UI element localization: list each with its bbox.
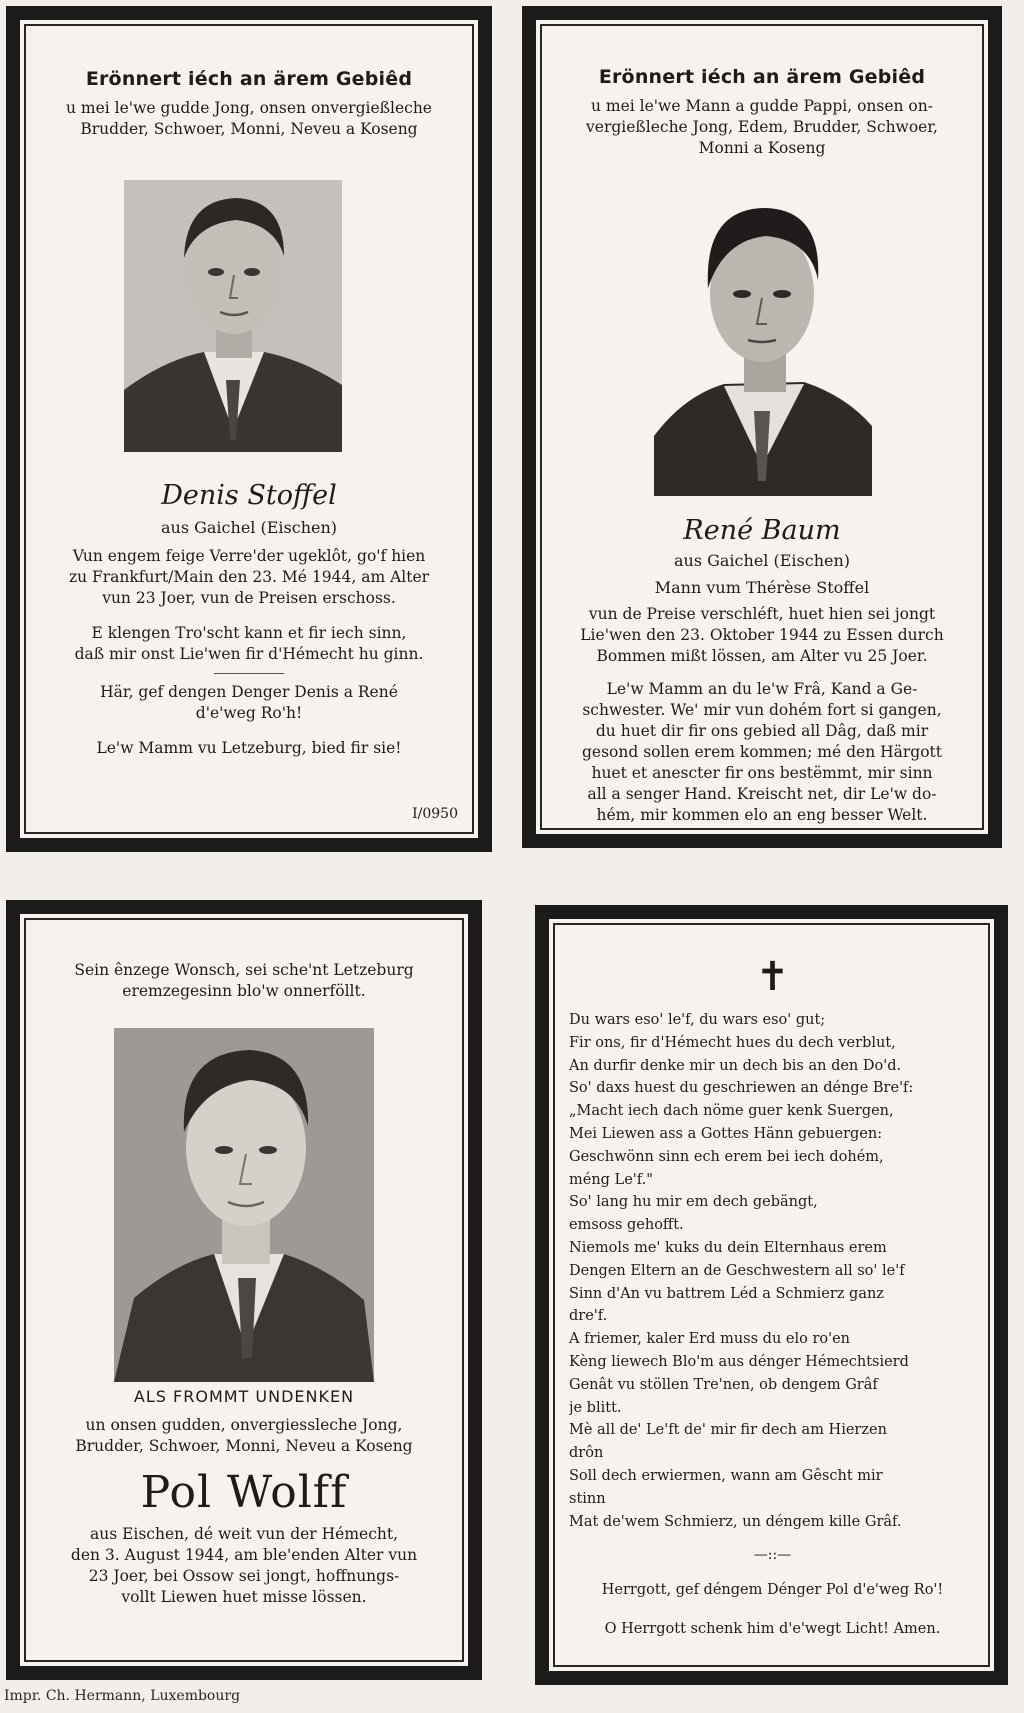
card1-para4: Le'w Mamm vu Letzeburg, bied fir sie! bbox=[96, 739, 402, 757]
card2-origin: aus Gaichel (Eischen) bbox=[673, 551, 851, 570]
closing-prayer-2: O Herrgott schenk him d'e'wegt Licht! Amen. bbox=[604, 1621, 941, 1638]
card3-intro-line-1: Sein ênzege Wonsch, sei sche'nt Letzeburg bbox=[74, 961, 414, 979]
memorial-card-poem bbox=[535, 905, 1008, 1685]
card2-intro-line-3: Monni a Koseng bbox=[698, 139, 826, 157]
card1-intro-line-2: Brudder, Schwoer, Monni, Neveu a Koseng bbox=[80, 120, 418, 138]
card2-para2-line-6: all a senger Hand. Kreischt net, dir Le'w do- bbox=[587, 785, 937, 803]
poem-line: Du wars eso' le'f, du wars eso' gut; bbox=[569, 1012, 826, 1028]
card1-divider bbox=[214, 673, 284, 674]
poem-line: Sinn d'An vu battrem Léd a Schmierz ganz bbox=[569, 1285, 884, 1302]
printer-imprint: Impr. Ch. Hermann, Luxembourg bbox=[4, 1688, 241, 1704]
poem-line: Mè all de' Le'ft de' mir fir dech am Hierzen bbox=[569, 1422, 887, 1439]
memorial-card-pol-wolff bbox=[6, 900, 482, 1680]
poem-line: Mat de'wem Schmierz, un déngem kille Grâf. bbox=[569, 1513, 902, 1530]
card2-para1-line-1: vun de Preise verschléft, huet hien sei jongt bbox=[588, 605, 936, 623]
poem-text bbox=[569, 1009, 976, 1533]
card1-para2-line-2: daß mir onst Lie'wen fir d'Hémecht hu ginn. bbox=[74, 645, 424, 663]
card3-para-line-1: aus Eischen, dé weit vun der Hémecht, bbox=[89, 1525, 399, 1543]
card3-name: Pol Wolff bbox=[140, 1467, 348, 1518]
card3-para-line-3: 23 Joer, bei Ossow sei jongt, hoffnungs- bbox=[88, 1567, 400, 1585]
poem-line: Soll dech erwiermen, wann am Gêscht mir bbox=[569, 1467, 883, 1484]
poem-line: So' daxs huest du geschriewen an dénge Bre'f: bbox=[569, 1080, 914, 1097]
card1-para2-line-1: E klengen Tro'scht kann et fir iech sinn, bbox=[91, 624, 407, 642]
card2-intro-line-1: u mei le'we Mann a gudde Pappi, onsen on- bbox=[591, 97, 933, 115]
poem-line: Geschwönn sinn ech erem bei iech dohém, bbox=[569, 1148, 884, 1165]
memorial-card-rene-baum bbox=[522, 6, 1002, 848]
card1-para3-line-2: d'e'weg Ro'h! bbox=[195, 704, 303, 722]
card2-para2-line-4: gesond sollen erem kommen; mé den Härgott bbox=[582, 743, 942, 761]
card3-intro-line-2: eremzegesinn blo'w onnerföllt. bbox=[122, 982, 366, 1000]
poem-line: je blitt. bbox=[569, 1399, 622, 1416]
card2-para2-line-5: huet et anescter fir ons bestëmmt, mir sinn bbox=[591, 764, 933, 782]
poem-line: dre'f. bbox=[569, 1308, 608, 1325]
card3-para-line-2: den 3. August 1944, am ble'enden Alter vun bbox=[70, 1546, 418, 1564]
poem-line: drôn bbox=[569, 1445, 604, 1462]
poem-line: Mei Liewen ass a Gottes Hänn gebuergen: bbox=[569, 1125, 883, 1142]
poem-line: Dengen Eltern an de Geschwestern all so' le'f bbox=[569, 1262, 905, 1279]
card2-para1-line-2: Lie'wen den 23. Oktober 1944 zu Essen durch bbox=[580, 626, 944, 644]
cross-icon: ✝ bbox=[755, 954, 790, 1000]
memorial-card-denis-stoffel bbox=[6, 6, 492, 852]
poem-divider: —::— bbox=[753, 1547, 792, 1564]
card3-para-line-4: vollt Liewen huet misse lössen. bbox=[121, 1588, 367, 1606]
poem-line: So' lang hu mir em dech gebängt, bbox=[569, 1194, 818, 1211]
poem-line: Genât vu stöllen Tre'nen, ob dengem Grâf bbox=[569, 1376, 878, 1393]
card2-para2-line-7: hém, mir kommen elo an eng besser Welt. bbox=[596, 806, 928, 824]
poem-line: stinn bbox=[569, 1490, 606, 1507]
poem-line: Fir ons, fir d'Hémecht hues du dech verblut, bbox=[569, 1034, 896, 1051]
card1-reference-number: I/0950 bbox=[412, 806, 458, 822]
card1-heading: Erönnert iéch an ärem Gebiêd bbox=[85, 68, 413, 90]
card2-para1-line-3: Bommen mißt lössen, am Alter vu 25 Joer. bbox=[596, 647, 928, 665]
card1-para1-line-3: vun 23 Joer, vun de Preisen erschoss. bbox=[102, 589, 396, 607]
card1-para1-line-2: zu Frankfurt/Main den 23. Mé 1944, am Alter bbox=[68, 568, 430, 586]
card1-intro-line-1: u mei le'we gudde Jong, onsen onvergießleche bbox=[66, 99, 432, 117]
card1-origin: aus Gaichel (Eischen) bbox=[160, 518, 338, 537]
card2-para2-line-3: du huet dir fir ons gebied all Dâg, daß mir bbox=[595, 722, 929, 740]
card2-para2-line-2: schwester. We' mir vun dohém fort si gangen, bbox=[582, 701, 942, 719]
poem-line: An durfir denke mir un dech bis an den Do'd. bbox=[569, 1057, 902, 1074]
poem-line: Niemols me' kuks du dein Elternhaus erem bbox=[569, 1239, 887, 1256]
portrait-photo-rene-baum bbox=[654, 196, 872, 496]
poem-line: méng Le'f." bbox=[569, 1171, 653, 1188]
card3-sub-line-1: un onsen gudden, onvergiessleche Jong, bbox=[85, 1416, 403, 1434]
portrait-photo-pol-wolff bbox=[114, 1028, 374, 1382]
poem-line: Kèng liewech Blo'm aus dénger Hémechtsierd bbox=[569, 1353, 909, 1370]
poem-line: A friemer, kaler Erd muss du elo ro'en bbox=[569, 1331, 851, 1348]
portrait-photo-denis-stoffel bbox=[124, 180, 342, 452]
card1-para1-line-1: Vun engem feige Verre'der ugeklôt, go'f hien bbox=[72, 547, 426, 565]
card3-label: ALS FROMMT UNDENKEN bbox=[133, 1387, 355, 1406]
card2-name: René Baum bbox=[683, 515, 841, 546]
poem-line: emsoss gehofft. bbox=[569, 1217, 684, 1234]
card3-sub-line-2: Brudder, Schwoer, Monni, Neveu a Koseng bbox=[75, 1437, 413, 1455]
card1-para3-line-1: Här, gef dengen Denger Denis a René bbox=[100, 683, 398, 701]
closing-prayer-1: Herrgott, gef déngem Dénger Pol d'e'weg Ro'! bbox=[601, 1582, 944, 1599]
card2-para2-line-1: Le'w Mamm an du le'w Frâ, Kand a Ge- bbox=[606, 680, 918, 698]
card2-heading: Erönnert iéch an ärem Gebiêd bbox=[598, 66, 926, 88]
card1-name: Denis Stoffel bbox=[161, 480, 337, 511]
poem-line: „Macht iech dach nöme guer kenk Suergen, bbox=[569, 1103, 894, 1120]
card2-spouse: Mann vum Thérèse Stoffel bbox=[654, 578, 870, 597]
card2-intro-line-2: vergießleche Jong, Edem, Brudder, Schwoer, bbox=[586, 118, 938, 136]
